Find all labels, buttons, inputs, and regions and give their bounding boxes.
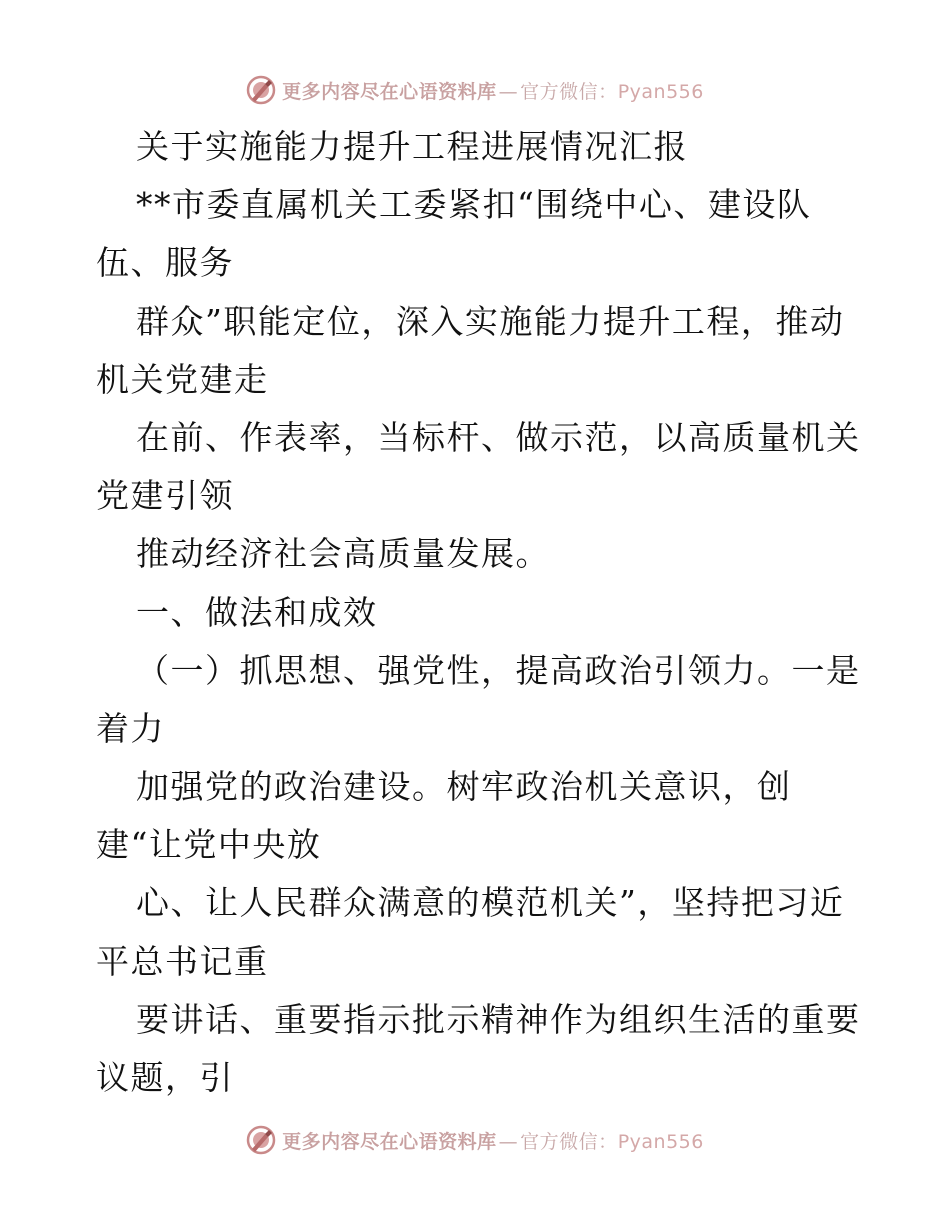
watermark-text — [282, 77, 704, 104]
footer-watermark — [0, 1120, 950, 1160]
text-line: 党建引领 — [96, 476, 234, 516]
text-line: 推动经济社会高质量发展。 — [136, 534, 550, 574]
watermark-site-name: 更多内容尽在心语资料库 — [282, 80, 497, 103]
text-line: 机关党建走 — [96, 359, 269, 399]
watermark-site-name: 更多内容尽在心语资料库 — [282, 1130, 497, 1153]
text-line: 平总书记重 — [96, 941, 269, 981]
text-line: （一）抓思想、强党性，提高政治引领力。一是 — [136, 650, 861, 690]
watermark-wechat-id: Pyan556 — [617, 1130, 704, 1153]
header-watermark — [0, 70, 950, 110]
pen-logo-icon — [246, 75, 276, 105]
text-line: 一、做法和成效 — [136, 592, 378, 632]
watermark-wechat-id: Pyan556 — [617, 80, 704, 103]
text-line: 群众”职能定位，深入实施能力提升工程，推动 — [136, 301, 845, 341]
text-line: 心、让人民群众满意的模范机关”，坚持把习近 — [136, 883, 845, 923]
watermark-wechat-label: 官方微信： — [520, 1130, 618, 1153]
watermark-dash: — — [498, 80, 519, 103]
watermark-dash: — — [498, 1130, 519, 1153]
text-line: 着力 — [96, 708, 165, 748]
text-line: **市委直属机关工委紧扣“围绕中心、建设队 — [136, 185, 812, 225]
watermark-wechat-label: 官方微信： — [520, 80, 618, 103]
text-line: 要讲话、重要指示批示精神作为组织生活的重要 — [136, 999, 861, 1039]
text-line: 伍、服务 — [96, 243, 234, 283]
text-line: 建“让党中央放 — [96, 825, 322, 865]
text-line: 加强党的政治建设。树牢政治机关意识，创 — [136, 767, 792, 807]
text-line: 在前、作表率，当标杆、做示范，以高质量机关 — [136, 417, 861, 457]
text-line: 议题，引 — [96, 1058, 234, 1097]
text-line: 关于实施能力提升工程进展情况汇报 — [136, 127, 688, 166]
document-body — [96, 118, 861, 1107]
watermark-text — [282, 1127, 704, 1154]
pen-logo-icon — [246, 1125, 276, 1155]
